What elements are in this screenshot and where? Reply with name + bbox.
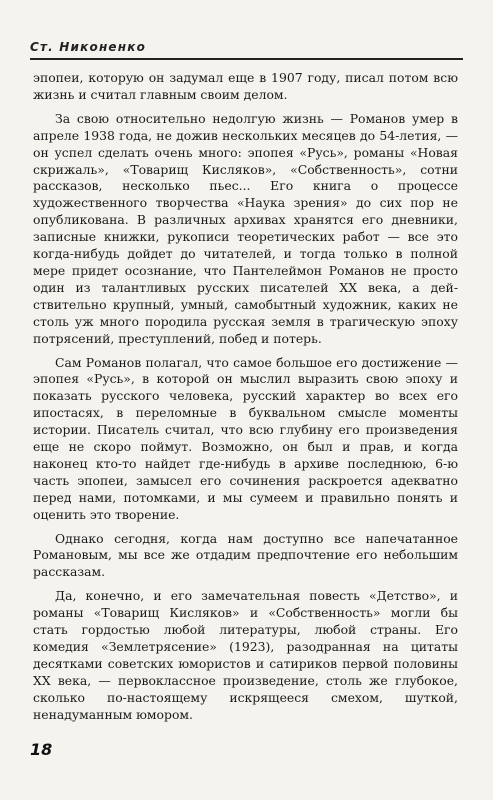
- paragraph: Да, конечно, и его замечательная повесть «Детство», и романы «Товарищ Кисляков» и «Собственность» могли бы стать гордостью любой литературы, любой страны. Его комедия «Землетрясение» (1923), разодранная на цитаты десятками советских юмористов и сатириков первой половины XX века, — первоклассное произведение, столь же глубокое, сколько по-настоящему искрящееся смехом, шуткой, ненадуманным юмором.: [33, 588, 458, 722]
- body-text: [33, 70, 458, 731]
- paragraph: За свою относительно недолгую жизнь — Романов умер в апреле 1938 года, не дожив нескольких месяцев до 54-летия, — он успел сделать очень много: эпопея «Русь», романы «Новая скрижаль», «Товарищ Кисляков», «Собственность», сотни рассказов, несколько пьес... Его книга о процессе художественного творчества «Наука зрения» до сих пор не опубликована. В различных архивах хранятся его дневники, записные книжки, рукописи теоретических работ — все это когда-нибудь дойдет до читателей, и тогда только в полной мере придет осознание, что Пантелеймон Романов не просто один из талантливых русских писателей XX века, а действительно крупный, умный, самобытный художник, каких не столь уж много породила русская земля в трагическую эпоху потрясений, преступлений, побед и потерь.: [33, 110, 458, 346]
- paragraph: Однако сегодня, когда нам доступно все напечатанное Романовым, мы все же отдадим предпочтение его небольшим рассказам.: [33, 530, 458, 580]
- running-head: Ст. Никоненко: [30, 40, 147, 54]
- paragraph: Сам Романов полагал, что самое большое его достижение — эпопея «Русь», в которой он мыслил выразить свою эпоху и показать русского человека, русский характер во всех его ипостасях, в переломные в буквальном смысле моменты истории. Писатель считал, что всю глубину его произведения еще не скоро поймут. Возможно, он был и прав, и когда наконец кто-то найдет где-нибудь в архиве последнюю, 6-ю часть эпопеи, замысел его сочинения раскроется адекватно перед нами, потомками, и мы сумеем и правильно понять и оценить это творение.: [33, 354, 458, 522]
- paragraph-continuation: эпопеи, которую он задумал еще в 1907 году, писал потом всю жизнь и считал главным своим делом.: [33, 70, 458, 102]
- page-number: 18: [30, 740, 53, 759]
- header-rule: [30, 58, 463, 60]
